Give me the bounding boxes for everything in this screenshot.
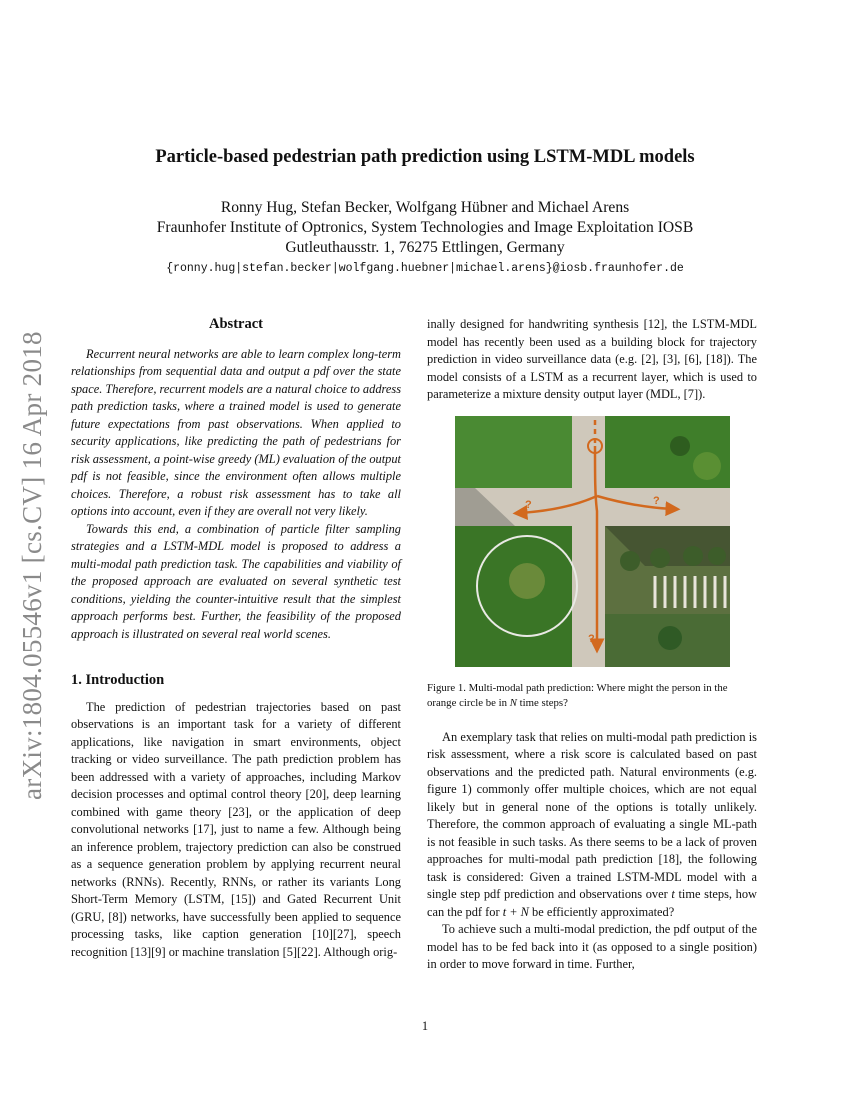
grass-patch-top-left (455, 416, 572, 488)
right-column (427, 316, 757, 974)
paragraph-text: be efficiently approximated? (528, 904, 675, 919)
author-emails: {ronny.hug|stefan.becker|wolfgang.huebner|michael.arens}@iosb.fraunhofer.de (166, 262, 684, 275)
page-number: 1 (421, 1019, 429, 1033)
caption-text: Figure 1. Multi-modal path prediction: Where might the person in the orange circle be in (427, 681, 728, 709)
variable-t: t (671, 887, 675, 901)
figure-1-caption (427, 681, 757, 711)
tree-icon (693, 452, 721, 480)
question-mark-down: ? (588, 632, 595, 645)
grass-patch-bottom-left (455, 526, 572, 667)
abstract-paragraph-1: Recurrent neural networks are able to learn complex long-term relationships from sequential data and output a pdf over the state space. Therefore, recurrent models are a natural choice to address path prediction tasks, where a trained model is used to generate future expectations from past observations. When applied to security applications, like predicting the path of pedestrians for risk assessment, a point-wise greedy (ML) evaluation of the output pdf is not feasible, since the environment often allows multiple choices. Therefore, a robust risk assessment has to take all options into account, even if they are overall not very likely. (71, 346, 402, 518)
paragraph-text: time steps, how can the pdf for (427, 887, 757, 919)
left-column (71, 316, 401, 961)
question-mark-right: ? (653, 494, 660, 507)
introduction-paragraph-1: The prediction of pedestrian trajectories based on past observations is an important task for a variety of different applications, like navigation in smart environments, object tracking or video surveillance. The path prediction problem has been addressed with a variety of approaches, including Markov decision processes and optimal control theory [20], deep learning combined with game theory [23], or the application of deep convolutional networks [17], just to name a few. Although being an inference problem, trajectory prediction can also be construed as a sequence generation problem by applying recurrent neural networks (RNNs). Recently, RNNs, or rather its variants Long Short-Term Memory (LSTM, [15]) and Gated Recurrent Unit (GRU, [8]) networks, have successfully been applied to sequence processing tasks, like caption generation [10][27], speech recognition [13][9] or machine translation [5][22]. Although orig- (71, 699, 401, 959)
author-list: Ronny Hug, Stefan Becker, Wolfgang Hübner and Michael Arens (220, 199, 630, 216)
tree-icon (658, 626, 682, 650)
tree-icon (650, 548, 670, 568)
figure-1-aerial-scene (455, 416, 730, 667)
paragraph-risk-assessment (427, 729, 757, 922)
paper-title: Particle-based pedestrian path prediction using LSTM-MDL models (155, 147, 695, 167)
postal-address: Gutleuthausstr. 1, 76275 Ettlingen, Germany (285, 239, 565, 256)
arxiv-identifier-stamp: arXiv:1804.05546v1 [cs.CV] 16 Apr 2018 (17, 331, 47, 800)
caption-variable-n: N (509, 696, 517, 709)
affiliation: Fraunhofer Institute of Optronics, System Technologies and Image Exploitation IOSB (156, 219, 694, 236)
tree-icon (683, 546, 703, 566)
variable-t-plus-n: t + N (502, 904, 529, 919)
tree-icon (670, 436, 690, 456)
tree-icon (708, 547, 726, 565)
abstract-body (71, 346, 401, 644)
introduction-heading: 1. Introduction (71, 672, 165, 688)
tree-icon (620, 551, 640, 571)
continued-paragraph: inally designed for handwriting synthesis [12], the LSTM-MDL model has recently been used as a building block for trajectory prediction in video surveillance data (e.g. [2], [3], [6], [18]). The model consists of a LSTM as a recurrent layer, which is used to parameterize a mixture density output layer (MDL, [7]). (427, 317, 757, 401)
paragraph-text: An exemplary task that relies on multi-modal path prediction is risk assessment, where a risk score is calculated based on past observations and the predicted path. Natural environments (e.g. figure 1) commonly offer multiple choices, which are not equal likely but in general none of the options is totally unlikely. Therefore, the common approach of evaluating a single ML-path is not feasible in such tasks. As there seems to be a lack of proven approaches for multi-modal path prediction [18], the following task is considered: Given a trained LSTM-MDL model with a single step pdf prediction and observations over (427, 729, 757, 901)
aerial-photo (455, 416, 730, 667)
caption-text-end: time steps? (516, 696, 568, 709)
question-mark-left: ? (525, 498, 532, 511)
abstract-heading: Abstract (209, 316, 263, 332)
paragraph-multimodal-prediction: To achieve such a multi-modal prediction, the pdf output of the model has to be fed back into it (as opposed to a single position) in order to move forward in time. Further, (427, 922, 757, 971)
tree-icon (509, 563, 545, 599)
abstract-paragraph-2: Towards this end, a combination of particle filter sampling strategies and a LSTM-MDL model is proposed to address a multi-modal path prediction task. The capabilities and viability of the proposed approach are evaluated on several synthetic test conditions, yielding the counter-intuitive result that the simplest approach performs best. Further, the feasibility of the proposed approach is illustrated on several real world scenes. (71, 521, 401, 641)
